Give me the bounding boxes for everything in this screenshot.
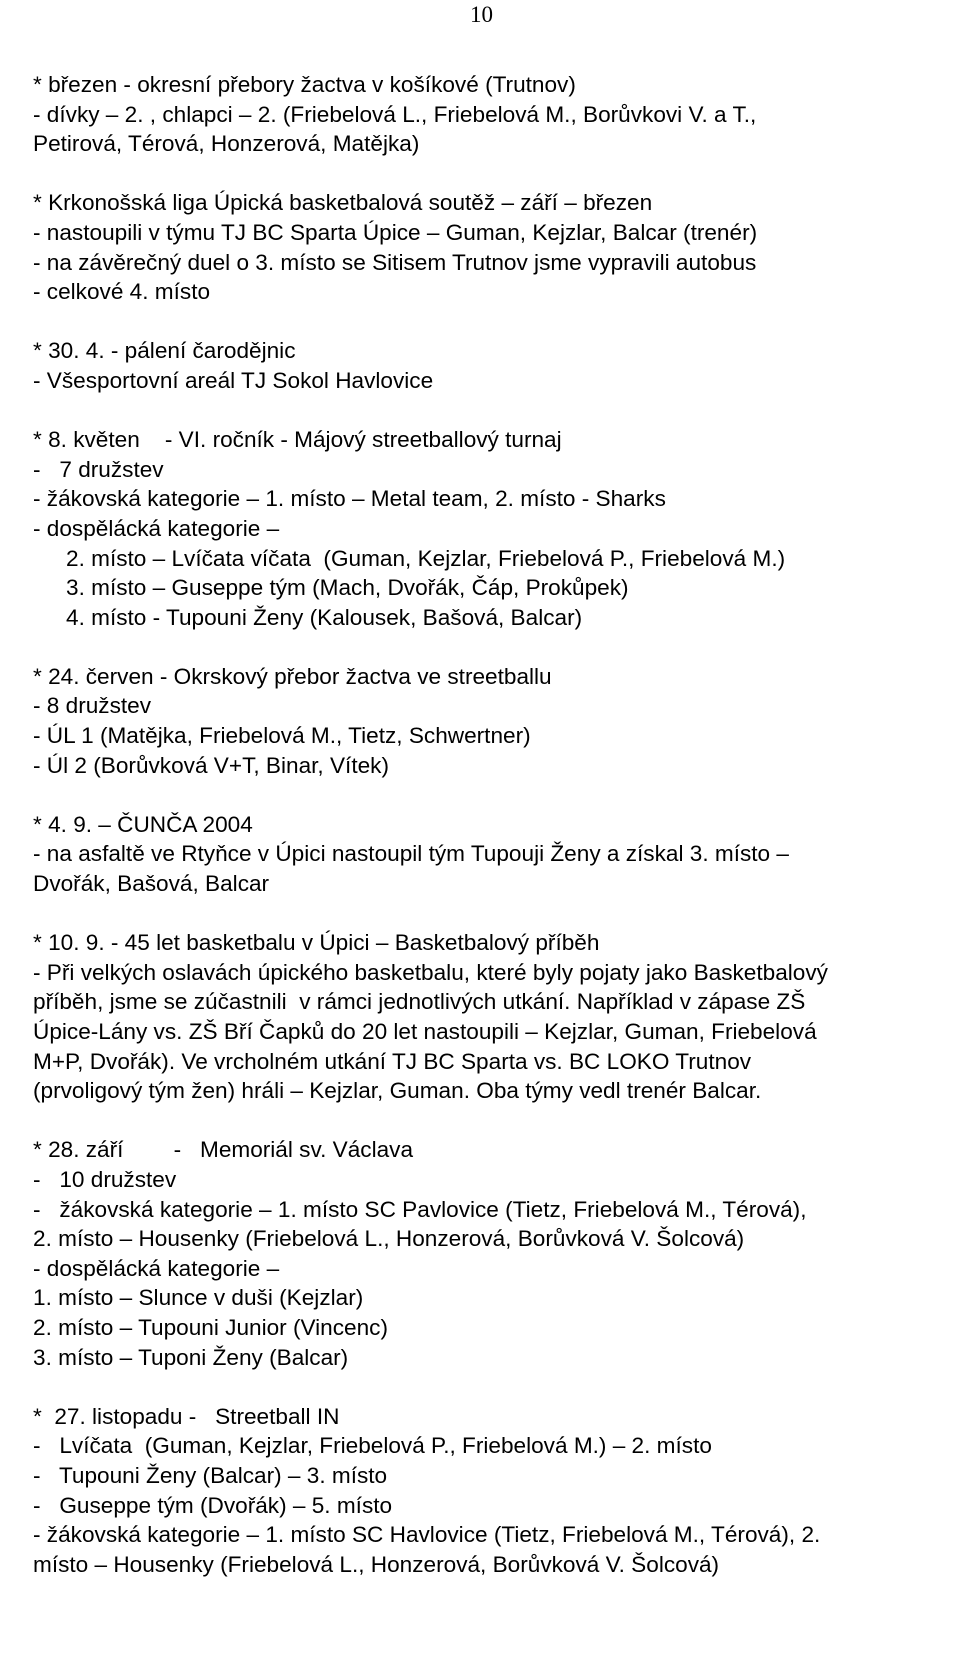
text-line: - dospělácká kategorie – [33,515,280,541]
text-line: - 10 družstev [33,1166,177,1192]
text-line: * 4. 9. – ČUNČA 2004 [33,811,253,837]
text-line: místo – Housenky (Friebelová L., Honzerová, Borůvková V. Šolcová) [33,1551,720,1577]
text-line: - Při velkých oslavách úpického basketbalu, které byly pojaty jako Basketbalový [33,959,828,985]
text-line: - Úl 2 (Borůvková V+T, Binar, Vítek) [33,752,389,778]
text-line: - Tupouni Ženy (Balcar) – 3. místo [33,1462,388,1488]
text-line: 2. místo – Lvíčata víčata (Guman, Kejzlar, Friebelová P., Friebelová M.) [66,545,786,571]
document-section [33,928,953,1106]
text-line: - žákovská kategorie – 1. místo SC Havlovice (Tietz, Friebelová M., Térová), 2. [33,1522,821,1548]
text-line: 2. místo – Tupouni Junior (Vincenc) [33,1314,388,1340]
text-line: * 24. červen - Okrskový přebor žactva ve streetballu [33,663,552,689]
text-line: Úpice-Lány vs. ZŠ Bří Čapků do 20 let nastoupili – Kejzlar, Guman, Friebelová [33,1019,817,1044]
text-line: - žákovská kategorie – 1. místo SC Pavlovice (Tietz, Friebelová M., Térová), [33,1196,807,1222]
document-section [33,425,953,632]
document-section [33,1402,953,1580]
document-body [33,70,953,1609]
text-line: - nastoupili v týmu TJ BC Sparta Úpice – Guman, Kejzlar, Balcar (trenér) [33,219,758,245]
text-line: 3. místo – Guseppe tým (Mach, Dvořák, Čáp, Prokůpek) [66,575,629,601]
document-section [33,810,953,899]
text-line: - Guseppe tým (Dvořák) – 5. místo [33,1492,393,1518]
text-line: Dvořák, Bašová, Balcar [33,871,270,897]
text-line: * 27. listopadu - Streetball IN [33,1403,340,1429]
document-section [33,662,953,780]
text-line: (prvoligový tým žen) hráli – Kejzlar, Guman. Oba týmy vedl trenér Balcar. [33,1078,762,1104]
page-number: 10 [470,2,493,27]
text-line: příběh, jsme se zúčastnili v rámci jednotlivých utkání. Například v zápase ZŠ [33,989,806,1015]
text-line: - 7 družstev [33,456,164,482]
text-line: - ÚL 1 (Matějka, Friebelová M., Tietz, Schwertner) [33,723,531,749]
text-line: * Krkonošská liga Úpická basketbalová soutěž – září – březen [33,190,653,216]
text-line: 3. místo – Tuponi Ženy (Balcar) [33,1344,349,1370]
text-line: - Všesportovní areál TJ Sokol Havlovice [33,367,434,393]
text-line: * 10. 9. - 45 let basketbalu v Úpici – Basketbalový příběh [33,930,600,956]
text-line: * březen - okresní přebory žactva v košíkové (Trutnov) [33,72,576,97]
text-line: - 8 družstev [33,693,152,719]
text-line: 4. místo - Tupouni Ženy (Kalousek, Bašová, Balcar) [66,604,583,630]
text-line: - na asfaltě ve Rtyňce v Úpici nastoupil tým Tupouji Ženy a získal 3. místo – [33,841,789,867]
document-section [33,70,953,159]
text-line: Petirová, Térová, Honzerová, Matějka) [33,131,420,157]
text-line: - žákovská kategorie – 1. místo – Metal team, 2. místo - Sharks [33,486,666,512]
text-line: 1. místo – Slunce v duši (Kejzlar) [33,1285,364,1311]
text-line: - Lvíčata (Guman, Kejzlar, Friebelová P., Friebelová M.) – 2. místo [33,1433,712,1459]
text-line: * 28. září - Memoriál sv. Václava [33,1137,414,1163]
text-line: 2. místo – Housenky (Friebelová L., Honzerová, Borůvková V. Šolcová) [33,1226,745,1252]
document-section [33,336,953,395]
text-line: * 8. květen - VI. ročník - Májový streetballový turnaj [33,427,562,453]
document-section [33,1135,953,1372]
text-line: * 30. 4. - pálení čarodějnic [33,338,296,364]
text-line: - dospělácká kategorie – [33,1255,280,1281]
text-line: - dívky – 2. , chlapci – 2. (Friebelová L., Friebelová M., Borůvkovi V. a T., [33,101,757,127]
document-section [33,188,953,306]
text-line: M+P, Dvořák). Ve vrcholném utkání TJ BC Sparta vs. BC LOKO Trutnov [33,1048,752,1074]
text-line: - celkové 4. místo [33,279,211,305]
text-line: - na závěrečný duel o 3. místo se Sitisem Trutnov jsme vypravili autobus [33,249,757,275]
